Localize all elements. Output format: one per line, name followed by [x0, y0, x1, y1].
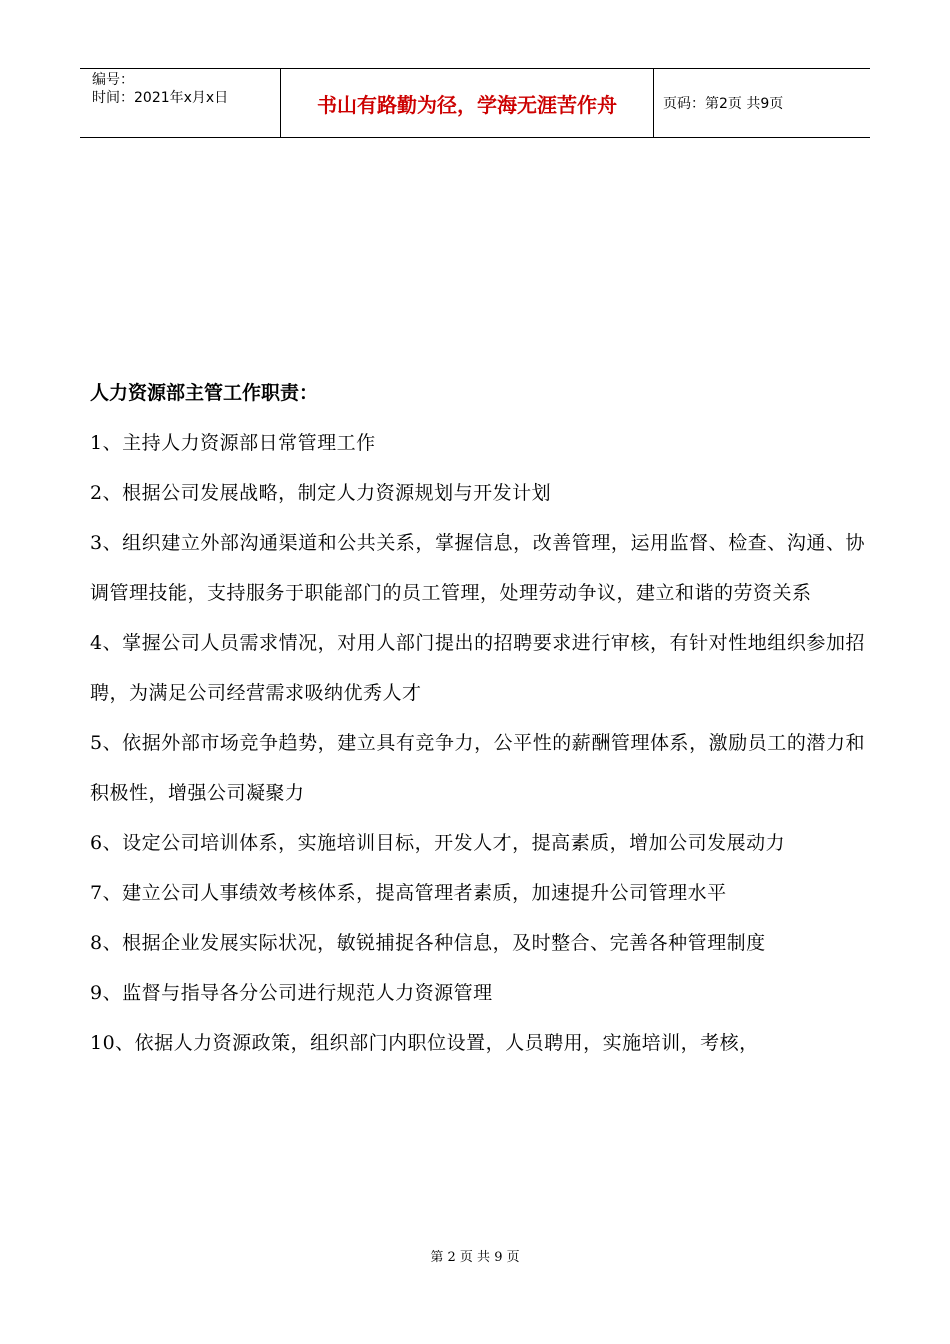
- date-label: 时间：2021年x月x日: [92, 90, 229, 106]
- duty-item-6: 6、设定公司培训体系，实施培训目标，开发人才，提高素质，增加公司发展动力: [90, 832, 786, 854]
- duty-item-8: 8、根据企业发展实际状况，敏锐捕捉各种信息，及时整合、完善各种管理制度: [90, 932, 766, 954]
- page-footer: 第 2 页 共 9 页: [430, 1250, 520, 1265]
- duty-item-5: 5、依据外部市场竞争趋势，建立具有竞争力，公平性的薪酬管理体系，激励员工的潜力和积极性，增强公司凝聚力: [90, 732, 865, 804]
- duty-item-4: 4、掌握公司人员需求情况，对用人部门提出的招聘要求进行审核，有针对性地组织参加招聘，为满足公司经营需求吸纳优秀人才: [90, 632, 865, 704]
- header-page-info: 页码：第2页 共9页: [663, 96, 784, 112]
- section-heading: 人力资源部主管工作职责：: [90, 382, 319, 404]
- header-motto: 书山有路勤为径，学海无涯苦作舟: [280, 69, 654, 137]
- duty-item-3: 3、组织建立外部沟通渠道和公共关系，掌握信息，改善管理，运用监督、检查、沟通、协调管理技能，支持服务于职能部门的员工管理，处理劳动争议，建立和谐的劳资关系: [90, 532, 865, 604]
- document-body: [90, 368, 865, 1068]
- duty-item-10: 10、依据人力资源政策，组织部门内职位设置，人员聘用，实施培训，考核，: [90, 1032, 759, 1054]
- duty-item-2: 2、根据公司发展战略，制定人力资源规划与开发计划: [90, 482, 552, 504]
- number-label: 编号：: [92, 72, 134, 88]
- duty-item-1: 1、主持人力资源部日常管理工作: [90, 432, 376, 454]
- duty-item-9: 9、监督与指导各分公司进行规范人力资源管理: [90, 982, 493, 1004]
- header-meta: [80, 69, 280, 137]
- page-header: [80, 68, 870, 138]
- duty-item-7: 7、建立公司人事绩效考核体系，提高管理者素质，加速提升公司管理水平: [90, 882, 727, 904]
